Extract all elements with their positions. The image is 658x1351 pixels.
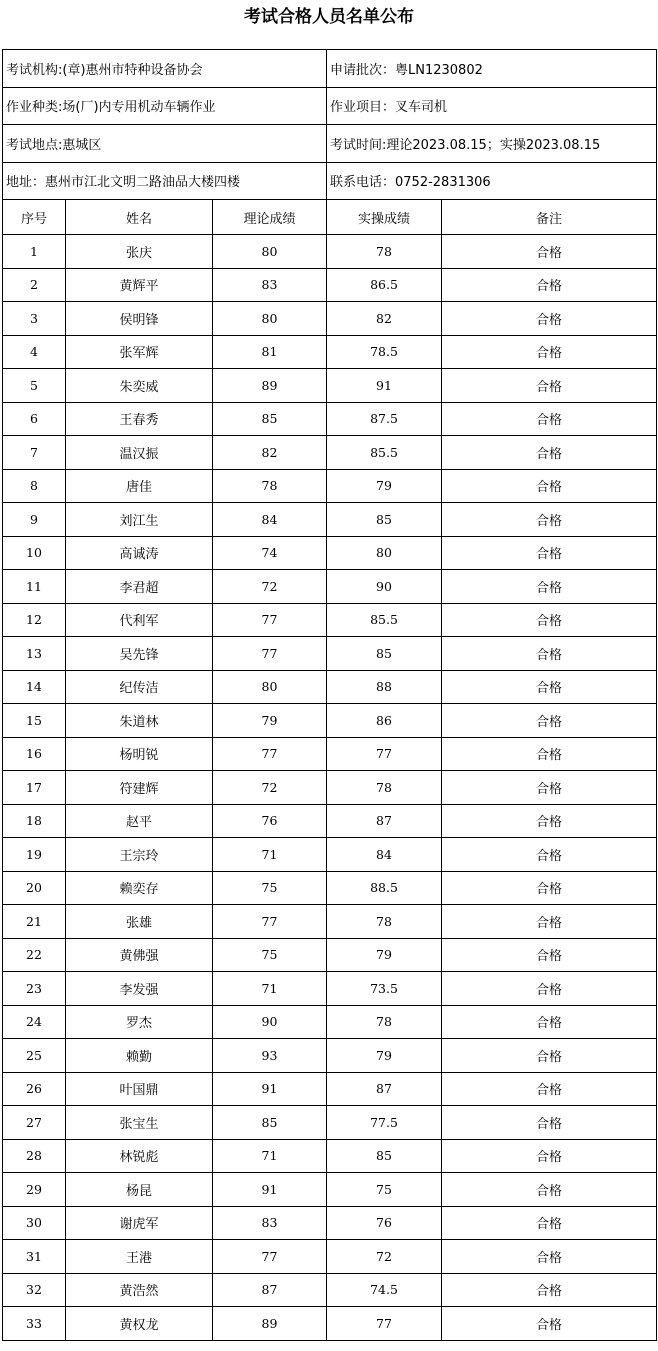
cell-index: 2: [3, 268, 66, 302]
cell-practical-score: 88: [327, 670, 442, 704]
cell-name: 吴先锋: [66, 637, 213, 671]
cell-index: 21: [3, 905, 66, 939]
cell-remark: 合格: [442, 1240, 657, 1274]
cell-remark: 合格: [442, 402, 657, 436]
exam-org: 考试机构:(章)惠州市特种设备协会: [3, 50, 327, 88]
table-row: [3, 1173, 657, 1207]
cell-remark: 合格: [442, 1206, 657, 1240]
cell-remark: 合格: [442, 235, 657, 269]
table-row: [3, 737, 657, 771]
info-row: [3, 87, 657, 125]
cell-index: 7: [3, 436, 66, 470]
cell-name: 符建辉: [66, 771, 213, 805]
cell-theory-score: 76: [213, 804, 327, 838]
cell-practical-score: 78.5: [327, 335, 442, 369]
cell-index: 28: [3, 1139, 66, 1173]
cell-theory-score: 71: [213, 838, 327, 872]
header-remark: 备注: [442, 200, 657, 235]
cell-remark: 合格: [442, 1273, 657, 1307]
cell-index: 27: [3, 1106, 66, 1140]
cell-theory-score: 81: [213, 335, 327, 369]
cell-theory-score: 74: [213, 536, 327, 570]
cell-remark: 合格: [442, 1173, 657, 1207]
cell-remark: 合格: [442, 771, 657, 805]
cell-theory-score: 80: [213, 670, 327, 704]
header-name: 姓名: [66, 200, 213, 235]
cell-index: 6: [3, 402, 66, 436]
cell-name: 黄辉平: [66, 268, 213, 302]
cell-theory-score: 77: [213, 637, 327, 671]
table-row: [3, 1307, 657, 1341]
cell-remark: 合格: [442, 670, 657, 704]
address: 地址：惠州市江北文明二路油品大楼四楼: [3, 162, 327, 200]
cell-name: 唐佳: [66, 469, 213, 503]
table-row: [3, 603, 657, 637]
cell-remark: 合格: [442, 603, 657, 637]
cell-name: 李君超: [66, 570, 213, 604]
cell-name: 侯明锋: [66, 302, 213, 336]
cell-practical-score: 77: [327, 1307, 442, 1341]
cell-remark: 合格: [442, 737, 657, 771]
contact-phone: 联系电话：0752-2831306: [327, 162, 657, 200]
cell-name: 王港: [66, 1240, 213, 1274]
cell-index: 22: [3, 938, 66, 972]
cell-practical-score: 75: [327, 1173, 442, 1207]
cell-theory-score: 79: [213, 704, 327, 738]
cell-index: 20: [3, 871, 66, 905]
cell-remark: 合格: [442, 1106, 657, 1140]
cell-name: 李发强: [66, 972, 213, 1006]
cell-theory-score: 71: [213, 1139, 327, 1173]
cell-index: 17: [3, 771, 66, 805]
cell-practical-score: 85.5: [327, 436, 442, 470]
table-row: [3, 469, 657, 503]
cell-index: 13: [3, 637, 66, 671]
cell-remark: 合格: [442, 972, 657, 1006]
cell-theory-score: 83: [213, 268, 327, 302]
cell-index: 11: [3, 570, 66, 604]
cell-remark: 合格: [442, 302, 657, 336]
table-row: [3, 1273, 657, 1307]
cell-index: 30: [3, 1206, 66, 1240]
cell-name: 张庆: [66, 235, 213, 269]
cell-practical-score: 79: [327, 1039, 442, 1073]
cell-index: 25: [3, 1039, 66, 1073]
cell-remark: 合格: [442, 335, 657, 369]
cell-name: 张宝生: [66, 1106, 213, 1140]
table-row: [3, 335, 657, 369]
cell-theory-score: 89: [213, 1307, 327, 1341]
cell-practical-score: 74.5: [327, 1273, 442, 1307]
cell-practical-score: 72: [327, 1240, 442, 1274]
cell-practical-score: 78: [327, 1005, 442, 1039]
cell-practical-score: 76: [327, 1206, 442, 1240]
cell-index: 4: [3, 335, 66, 369]
cell-index: 23: [3, 972, 66, 1006]
cell-index: 16: [3, 737, 66, 771]
cell-name: 张军辉: [66, 335, 213, 369]
table-row: [3, 268, 657, 302]
cell-remark: 合格: [442, 637, 657, 671]
cell-remark: 合格: [442, 469, 657, 503]
application-batch: 申请批次：粤LN1230802: [327, 50, 657, 88]
table-row: [3, 1240, 657, 1274]
cell-remark: 合格: [442, 1139, 657, 1173]
cell-index: 12: [3, 603, 66, 637]
cell-practical-score: 77: [327, 737, 442, 771]
table-row: [3, 1005, 657, 1039]
cell-remark: 合格: [442, 436, 657, 470]
cell-index: 24: [3, 1005, 66, 1039]
cell-name: 代利军: [66, 603, 213, 637]
table-row: [3, 938, 657, 972]
cell-practical-score: 87: [327, 804, 442, 838]
cell-practical-score: 91: [327, 369, 442, 403]
table-row: [3, 570, 657, 604]
cell-name: 朱奕威: [66, 369, 213, 403]
cell-index: 14: [3, 670, 66, 704]
cell-practical-score: 87.5: [327, 402, 442, 436]
cell-index: 5: [3, 369, 66, 403]
cell-theory-score: 93: [213, 1039, 327, 1073]
cell-practical-score: 90: [327, 570, 442, 604]
cell-theory-score: 91: [213, 1173, 327, 1207]
header-practical-score: 实操成绩: [327, 200, 442, 235]
table-row: [3, 1206, 657, 1240]
cell-index: 10: [3, 536, 66, 570]
cell-theory-score: 78: [213, 469, 327, 503]
table-row: [3, 670, 657, 704]
table-row: [3, 771, 657, 805]
cell-index: 8: [3, 469, 66, 503]
cell-remark: 合格: [442, 905, 657, 939]
cell-remark: 合格: [442, 804, 657, 838]
cell-name: 赖奕存: [66, 871, 213, 905]
cell-theory-score: 91: [213, 1072, 327, 1106]
cell-practical-score: 88.5: [327, 871, 442, 905]
cell-practical-score: 85: [327, 637, 442, 671]
info-row: [3, 125, 657, 163]
cell-remark: 合格: [442, 1072, 657, 1106]
cell-name: 纪传洁: [66, 670, 213, 704]
cell-theory-score: 71: [213, 972, 327, 1006]
cell-name: 赵平: [66, 804, 213, 838]
header-index: 序号: [3, 200, 66, 235]
table-row: [3, 637, 657, 671]
cell-name: 黄浩然: [66, 1273, 213, 1307]
cell-name: 林锐彪: [66, 1139, 213, 1173]
table-row: [3, 1039, 657, 1073]
cell-practical-score: 77.5: [327, 1106, 442, 1140]
table-header-row: [3, 200, 657, 235]
info-row: [3, 162, 657, 200]
cell-practical-score: 85: [327, 1139, 442, 1173]
cell-theory-score: 77: [213, 905, 327, 939]
cell-index: 33: [3, 1307, 66, 1341]
cell-practical-score: 85: [327, 503, 442, 537]
cell-name: 温汉振: [66, 436, 213, 470]
cell-index: 1: [3, 235, 66, 269]
table-row: [3, 235, 657, 269]
table-row: [3, 1106, 657, 1140]
work-item: 作业项目：叉车司机: [327, 87, 657, 125]
cell-practical-score: 82: [327, 302, 442, 336]
cell-practical-score: 78: [327, 771, 442, 805]
cell-theory-score: 82: [213, 436, 327, 470]
cell-theory-score: 75: [213, 871, 327, 905]
table-row: [3, 838, 657, 872]
cell-remark: 合格: [442, 1039, 657, 1073]
table-row: [3, 536, 657, 570]
work-category: 作业种类:场(厂)内专用机动车辆作业: [3, 87, 327, 125]
cell-name: 王宗玲: [66, 838, 213, 872]
cell-index: 26: [3, 1072, 66, 1106]
cell-index: 15: [3, 704, 66, 738]
cell-remark: 合格: [442, 369, 657, 403]
cell-remark: 合格: [442, 704, 657, 738]
cell-name: 黄权龙: [66, 1307, 213, 1341]
cell-theory-score: 80: [213, 235, 327, 269]
cell-theory-score: 87: [213, 1273, 327, 1307]
table-row: [3, 503, 657, 537]
table-row: [3, 704, 657, 738]
cell-theory-score: 80: [213, 302, 327, 336]
cell-practical-score: 79: [327, 469, 442, 503]
cell-theory-score: 90: [213, 1005, 327, 1039]
cell-name: 罗杰: [66, 1005, 213, 1039]
table-row: [3, 1072, 657, 1106]
cell-theory-score: 84: [213, 503, 327, 537]
cell-index: 19: [3, 838, 66, 872]
cell-theory-score: 77: [213, 1240, 327, 1274]
cell-name: 高诚涛: [66, 536, 213, 570]
cell-practical-score: 78: [327, 235, 442, 269]
cell-index: 31: [3, 1240, 66, 1274]
cell-index: 18: [3, 804, 66, 838]
cell-index: 29: [3, 1173, 66, 1207]
cell-name: 刘江生: [66, 503, 213, 537]
cell-theory-score: 75: [213, 938, 327, 972]
cell-practical-score: 79: [327, 938, 442, 972]
cell-name: 赖勤: [66, 1039, 213, 1073]
info-row: [3, 50, 657, 88]
cell-remark: 合格: [442, 503, 657, 537]
cell-theory-score: 72: [213, 570, 327, 604]
exam-time: 考试时间:理论2023.08.15；实操2023.08.15: [327, 125, 657, 163]
cell-practical-score: 78: [327, 905, 442, 939]
cell-remark: 合格: [442, 570, 657, 604]
cell-practical-score: 86.5: [327, 268, 442, 302]
table-row: [3, 972, 657, 1006]
cell-remark: 合格: [442, 268, 657, 302]
table-row: [3, 436, 657, 470]
cell-theory-score: 77: [213, 737, 327, 771]
results-table: [2, 49, 657, 1341]
table-row: [3, 905, 657, 939]
cell-remark: 合格: [442, 838, 657, 872]
cell-name: 张雄: [66, 905, 213, 939]
cell-theory-score: 85: [213, 1106, 327, 1140]
cell-theory-score: 85: [213, 402, 327, 436]
cell-remark: 合格: [442, 1005, 657, 1039]
cell-practical-score: 73.5: [327, 972, 442, 1006]
table-row: [3, 871, 657, 905]
cell-index: 9: [3, 503, 66, 537]
cell-practical-score: 80: [327, 536, 442, 570]
cell-name: 杨明锐: [66, 737, 213, 771]
cell-theory-score: 83: [213, 1206, 327, 1240]
cell-remark: 合格: [442, 536, 657, 570]
table-row: [3, 1139, 657, 1173]
cell-remark: 合格: [442, 1307, 657, 1341]
cell-practical-score: 84: [327, 838, 442, 872]
table-row: [3, 402, 657, 436]
header-theory-score: 理论成绩: [213, 200, 327, 235]
cell-name: 杨昆: [66, 1173, 213, 1207]
cell-index: 3: [3, 302, 66, 336]
cell-practical-score: 86: [327, 704, 442, 738]
cell-name: 叶国鼎: [66, 1072, 213, 1106]
cell-name: 王春秀: [66, 402, 213, 436]
cell-name: 黄佛强: [66, 938, 213, 972]
cell-remark: 合格: [442, 938, 657, 972]
table-row: [3, 804, 657, 838]
cell-practical-score: 87: [327, 1072, 442, 1106]
cell-name: 朱道林: [66, 704, 213, 738]
cell-name: 谢虎军: [66, 1206, 213, 1240]
table-row: [3, 302, 657, 336]
cell-theory-score: 77: [213, 603, 327, 637]
cell-theory-score: 89: [213, 369, 327, 403]
cell-remark: 合格: [442, 871, 657, 905]
cell-theory-score: 72: [213, 771, 327, 805]
cell-index: 32: [3, 1273, 66, 1307]
cell-practical-score: 85.5: [327, 603, 442, 637]
page-title: 考试合格人员名单公布: [244, 7, 414, 27]
table-row: [3, 369, 657, 403]
exam-location: 考试地点:惠城区: [3, 125, 327, 163]
